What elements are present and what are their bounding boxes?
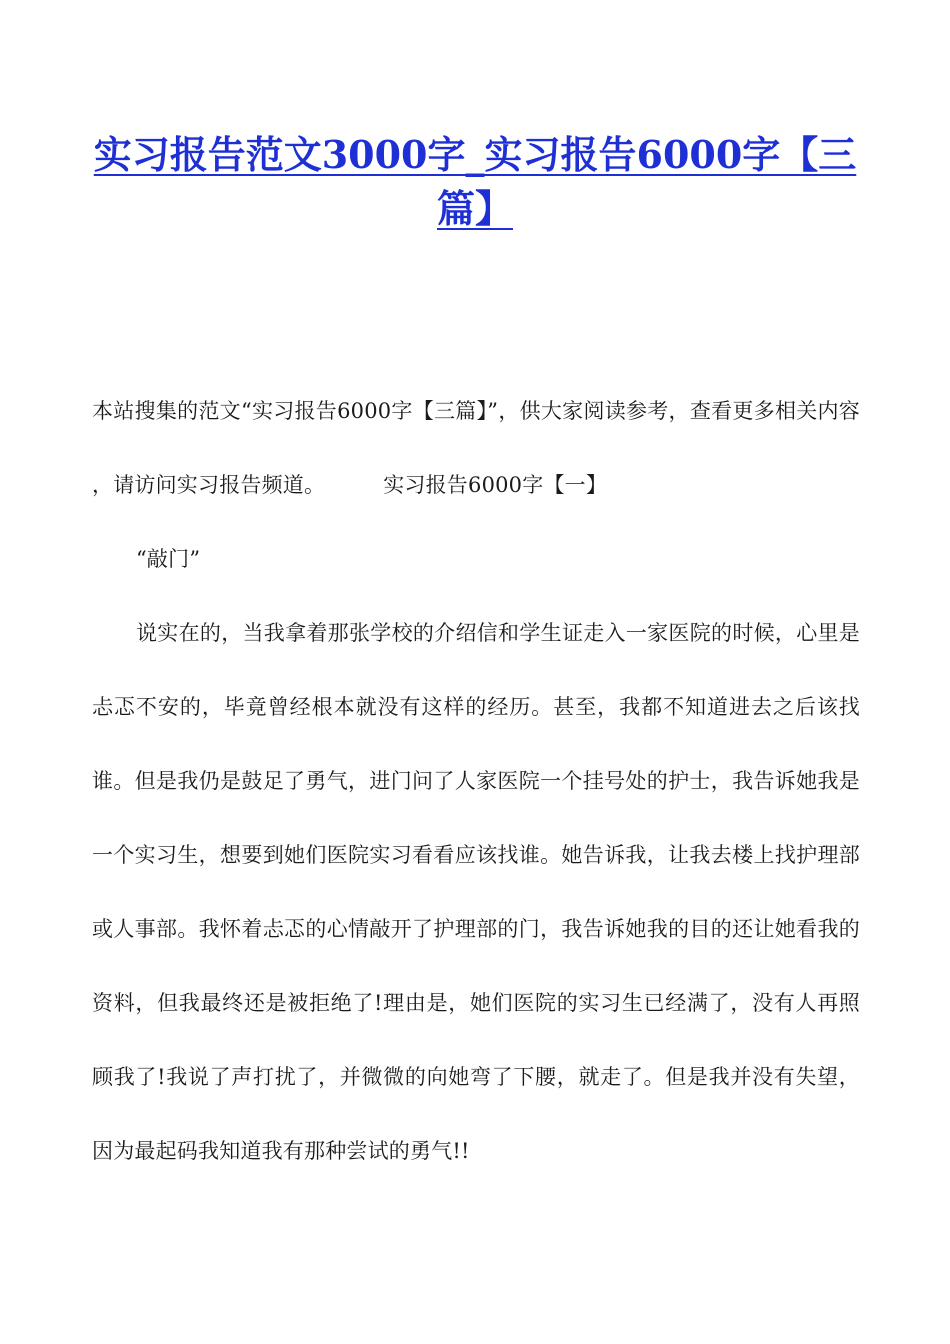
body-paragraph-1: 说实在的，当我拿着那张学校的介绍信和学生证走入一家医院的时候，心里是忐忑不安的，毕竟曾经根本就没有这样的经历。甚至，我都不知道进去之后该找谁。但是我仍是鼓足了勇气，进门问了人家医院一个挂号处的护士，我告诉她我是一个实习生，想要到她们医院实习看看应该找谁。她告诉我，让我去楼上找护理部或人事部。我怀着忐忑的心情敲开了护理部的门，我告诉她我的目的还让她看我的资料，但我最终还是被拒绝了!理由是，她们医院的实习生已经满了，没有人再照顾我了!我说了声打扰了，并微微的向她弯了下腰，就走了。但是我并没有失望，因为最起码我知道我有那种尝试的勇气!! <box>92 621 860 1163</box>
document-title[interactable] <box>90 128 860 236</box>
intro-paragraph <box>92 374 860 522</box>
subheading: “敲门” <box>136 547 201 571</box>
document-body <box>92 374 860 1188</box>
section-heading: 实习报告6000字【一】 <box>383 473 608 497</box>
document-title-link[interactable]: 实习报告范文3000字_实习报告6000字【三篇】 <box>93 132 857 231</box>
intro-text: 本站搜集的范文“实习报告6000字【三篇】”，供大家阅读参考，查看更多相关内容 ，请访问实习报告频道。 <box>92 399 860 497</box>
